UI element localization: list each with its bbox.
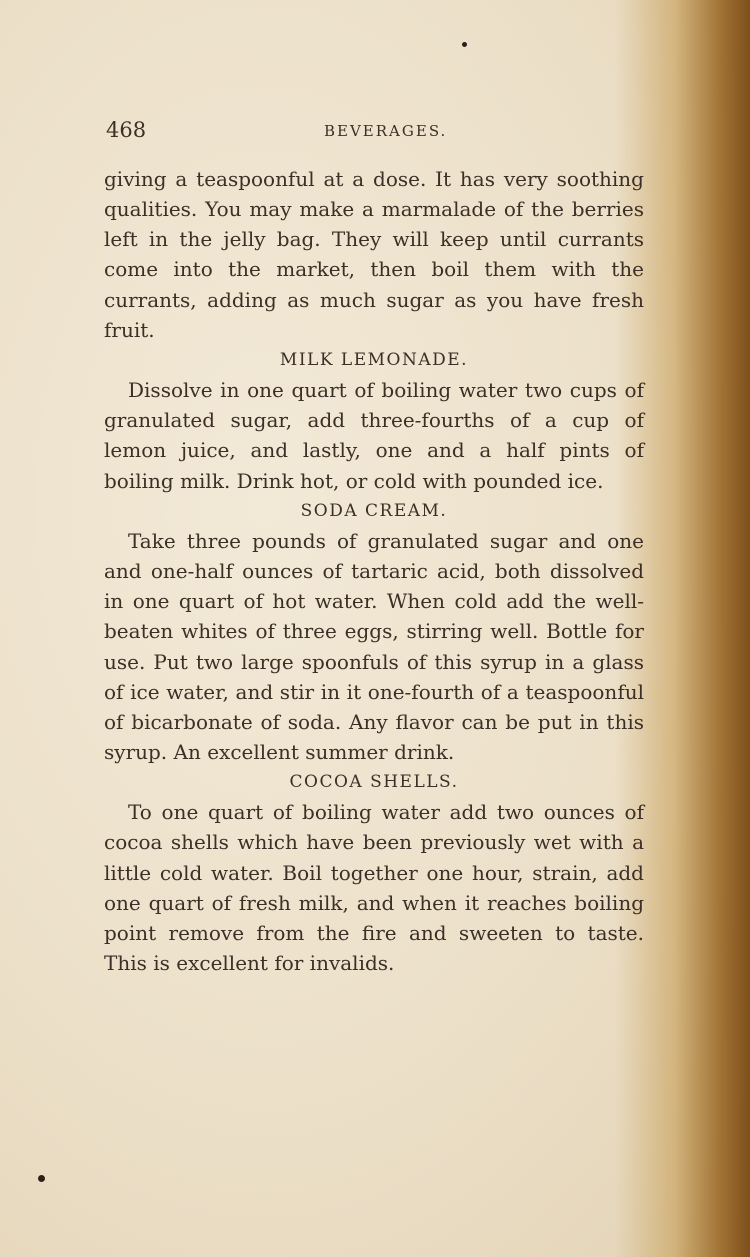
page-number: 468 xyxy=(106,118,147,142)
section-title-cocoa-shells: COCOA SHELLS. xyxy=(289,772,459,793)
intro-paragraph: giving a teaspoonful at a dose. It has very soothing qualities. You may make a marmalade of the berries left in the jelly bag. They will keep until currants come into the market, then boil them with the currants, adding as much sugar as you have fresh fruit. xyxy=(104,167,644,342)
section-title-soda-cream: SODA CREAM. xyxy=(300,500,448,521)
soda-cream-paragraph: Take three pounds of granulated sugar and one and one-half ounces of tartaric acid, both dissolved in one quart of hot water. When cold add the well-beaten whites of three eggs, stirring well. Bottle for use. Put two large spoonfuls of this syrup in a glass of ice water, and stir in it one-fourth of a teaspoonful of bicarbonate of soda. Any flavor can be put in this syrup. An excellent summer drink. xyxy=(104,528,644,764)
cocoa-shells-paragraph: To one quart of boiling water add two ounces of cocoa shells which have been previously wet with a little cold water. Boil together one hour, strain, add one quart of fresh milk, and when it reaches boiling point remove from the fire and sweeten to taste. This is excellent for invalids. xyxy=(104,800,644,976)
section-title-milk-lemonade: MILK LEMONADE. xyxy=(279,349,469,370)
running-title: BEVERAGES. xyxy=(324,122,448,140)
page-header xyxy=(106,118,646,148)
milk-lemonade-paragraph: Dissolve in one quart of boiling water two cups of granulated sugar, add three-fourths of a cup of lemon juice, and lastly, one and a half pints of boiling milk. Drink hot, or cold with pounded ice. xyxy=(104,378,644,493)
ink-speck xyxy=(38,1175,45,1182)
page-body xyxy=(104,164,644,978)
ink-speck xyxy=(462,42,467,47)
